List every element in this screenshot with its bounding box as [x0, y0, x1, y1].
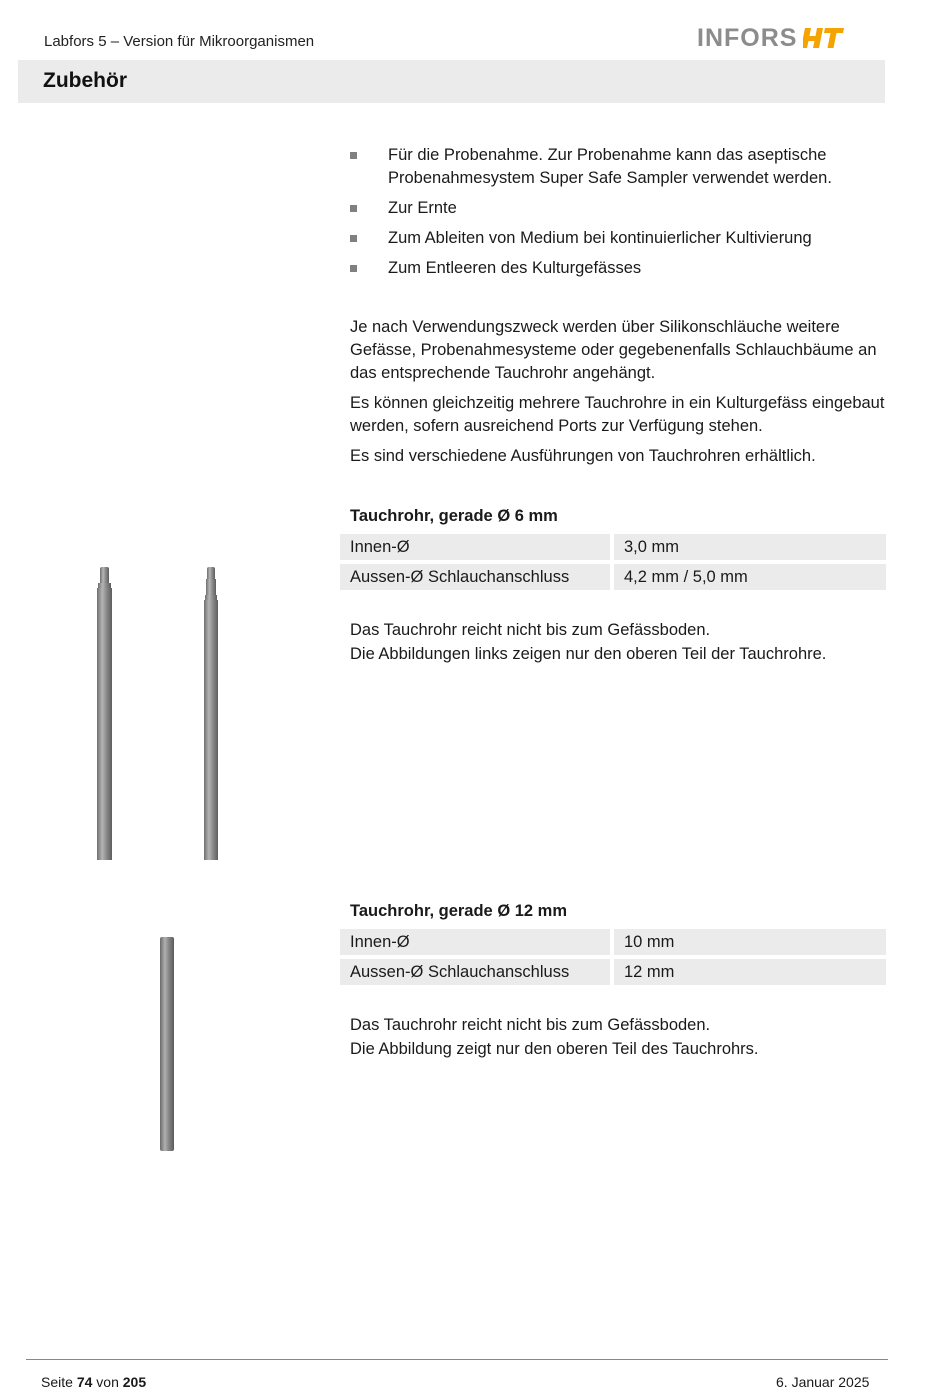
ht-logo-icon: [803, 27, 845, 49]
note-6mm-1: Das Tauchrohr reicht nicht bis zum Gefässboden.: [350, 621, 711, 639]
table-row: [340, 959, 886, 985]
table-row: [340, 564, 886, 590]
spec-label: Aussen-Ø Schlauchanschluss: [340, 564, 614, 590]
note-6mm-2: Die Abbildungen links zeigen nur den oberen Teil der Tauchrohre.: [350, 645, 827, 663]
section-header-bar: [18, 60, 885, 103]
table-row: [340, 534, 886, 560]
list-item: Für die Probenahme. Zur Probenahme kann das aseptische Probenahmesystem Super Safe Sampler verwendet werden.: [350, 144, 895, 190]
usage-bullet-list: [350, 144, 895, 287]
spec-value: 4,2 mm / 5,0 mm: [614, 564, 886, 590]
paragraph-variants: Es sind verschiedene Ausführungen von Tauchrohren erhältlich.: [350, 447, 816, 465]
total-pages: 205: [122, 1374, 147, 1390]
page-of: von: [96, 1374, 119, 1390]
list-item: Zum Entleeren des Kulturgefässes: [350, 257, 895, 280]
spec-table-6mm: [340, 530, 886, 594]
note-12mm-2: Die Abbildung zeigt nur den oberen Teil des Tauchrohrs.: [350, 1040, 759, 1058]
document-title: Labfors 5 – Version für Mikroorganismen: [44, 33, 315, 50]
paragraph-multiple: Es können gleichzeitig mehrere Tauchrohre in ein Kulturgefäss eingebaut werden, sofern ausreichend Ports zur Verfügung stehen.: [350, 394, 885, 435]
page-prefix: Seite: [41, 1374, 73, 1390]
spec-value: 10 mm: [614, 929, 886, 955]
document-date: 6. Januar 2025: [776, 1374, 870, 1390]
list-item: Zur Ernte: [350, 197, 895, 220]
table-row: [340, 929, 886, 955]
paragraph-connection: Je nach Verwendungszweck werden über Silikonschläuche weitere Gefässe, Probenahmesysteme oder gegebenenfalls Schlauchbäume an das entsprechende Tauchrohr angehängt.: [350, 318, 877, 382]
page-number: [41, 1374, 146, 1390]
spec-label: Aussen-Ø Schlauchanschluss: [340, 959, 614, 985]
section-title: Zubehör: [43, 69, 127, 92]
logo-text: INFORS: [697, 23, 798, 52]
spec-label: Innen-Ø: [340, 929, 614, 955]
footer-divider: [26, 1359, 888, 1360]
spec-value: 12 mm: [614, 959, 886, 985]
spec-table-12mm: [340, 925, 886, 989]
current-page: 74: [76, 1374, 93, 1390]
dip-tube-6mm-image: [60, 555, 260, 860]
infors-ht-logo: [697, 24, 845, 52]
dip-tube-12mm-image: [150, 935, 190, 1151]
subsection-title-12mm: Tauchrohr, gerade Ø 12 mm: [350, 902, 568, 920]
spec-value: 3,0 mm: [614, 534, 886, 560]
spec-label: Innen-Ø: [340, 534, 614, 560]
subsection-title-6mm: Tauchrohr, gerade Ø 6 mm: [350, 507, 558, 525]
note-12mm-1: Das Tauchrohr reicht nicht bis zum Gefässboden.: [350, 1016, 711, 1034]
list-item: Zum Ableiten von Medium bei kontinuierlicher Kultivierung: [350, 227, 895, 250]
